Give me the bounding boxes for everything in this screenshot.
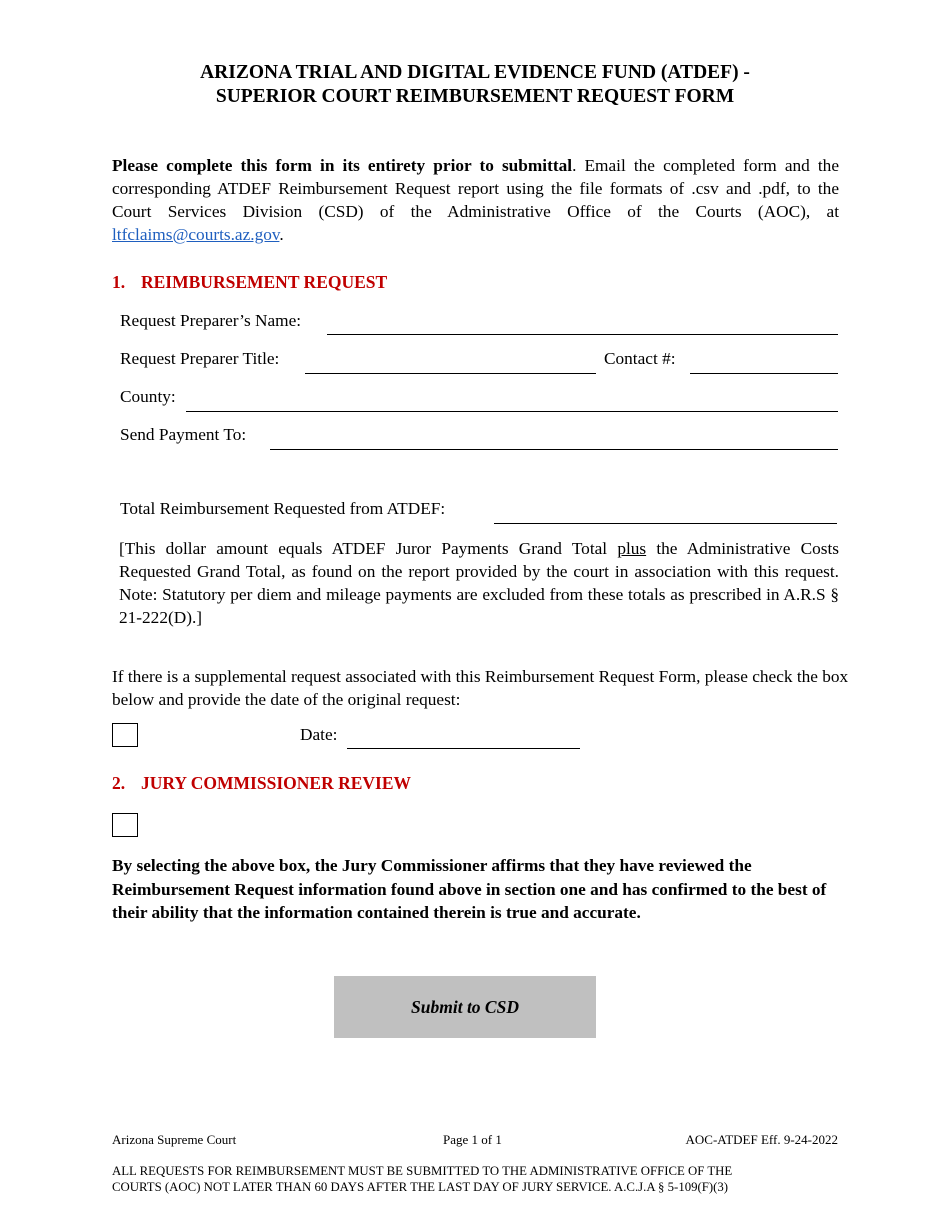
form-title-line2: SUPERIOR COURT REIMBURSEMENT REQUEST FORM [215,86,735,107]
send-payment-label: Send Payment To: [120,425,247,444]
supplemental-text: If there is a supplemental request associated with this Reimbursement Request Form, please check the box below and provide the date of the original request: [112,667,849,709]
preparer-title-label: Request Preparer Title: [120,349,280,368]
section2-title: JURY COMMISSIONER REVIEW [141,773,412,793]
section1-number: 1. [112,272,126,292]
section1-heading [112,272,387,293]
note-underlined: plus [617,539,647,558]
intro-end: . [279,225,284,244]
date-field[interactable] [347,748,580,749]
submit-button[interactable]: Submit to CSD [334,976,596,1038]
footer-form-id: AOC-ATDEF Eff. 9-24-2022 [685,1132,838,1147]
footer-court: Arizona Supreme Court [112,1132,237,1147]
disclaimer-line1: ALL REQUESTS FOR REIMBURSEMENT MUST BE SUBMITTED TO THE ADMINISTRATIVE OFFICE OF THE [112,1164,733,1178]
email-link[interactable]: ltfclaims@courts.az.gov [112,225,280,244]
intro-bold: Please complete this form in its entirety prior to submittal [112,156,573,175]
footer-page: Page 1 of 1 [443,1132,502,1147]
note-part2: the Administrative Costs Requested Grand Total, as found on the report provided by the court in association with this request. Note: Statutory per diem and mileage payments are excluded from these totals as prescribed in A.R.S § 21-222(D).] [119,539,839,627]
note-part1: [This dollar amount equals ATDEF Juror Payments Grand Total [119,539,618,558]
affirmation-text: By selecting the above box, the Jury Commissioner affirms that they have reviewed the Reimbursement Request information found above in section one and has confirmed to the best of their ability that the information contained therein is true and accurate. [112,856,827,922]
preparer-name-field[interactable] [327,334,838,335]
disclaimer [112,1163,852,1195]
jury-commissioner-checkbox[interactable] [112,813,138,837]
form-title-line1: ARIZONA TRIAL AND DIGITAL EVIDENCE FUND (ATDEF) - [200,62,750,83]
section2-heading [112,773,411,794]
disclaimer-line2: COURTS (AOC) NOT LATER THAN 60 DAYS AFTER THE LAST DAY OF JURY SERVICE. A.C.J.A § 5-109(F)(3) [112,1180,729,1194]
county-field[interactable] [186,411,838,412]
supplemental-checkbox[interactable] [112,723,138,747]
section2-number: 2. [112,773,126,793]
county-label: County: [120,387,176,406]
intro-text: . Email the completed form and the corresponding ATDEF Reimbursement Request report using the file formats of .csv and .pdf, to the Court Services Division (CSD) of the Administrative Office of the Courts (AOC), at [112,156,839,221]
section1-title: REIMBURSEMENT REQUEST [141,272,388,292]
preparer-title-field[interactable] [305,373,596,374]
date-label: Date: [300,725,338,744]
reimbursement-note [119,537,839,629]
intro-paragraph [112,154,839,246]
total-reimbursement-label: Total Reimbursement Requested from ATDEF: [120,499,446,518]
total-reimbursement-field[interactable] [494,523,837,524]
send-payment-field[interactable] [270,449,838,450]
contact-field[interactable] [690,373,838,374]
contact-label: Contact #: [604,349,676,368]
preparer-name-label: Request Preparer’s Name: [120,311,302,330]
